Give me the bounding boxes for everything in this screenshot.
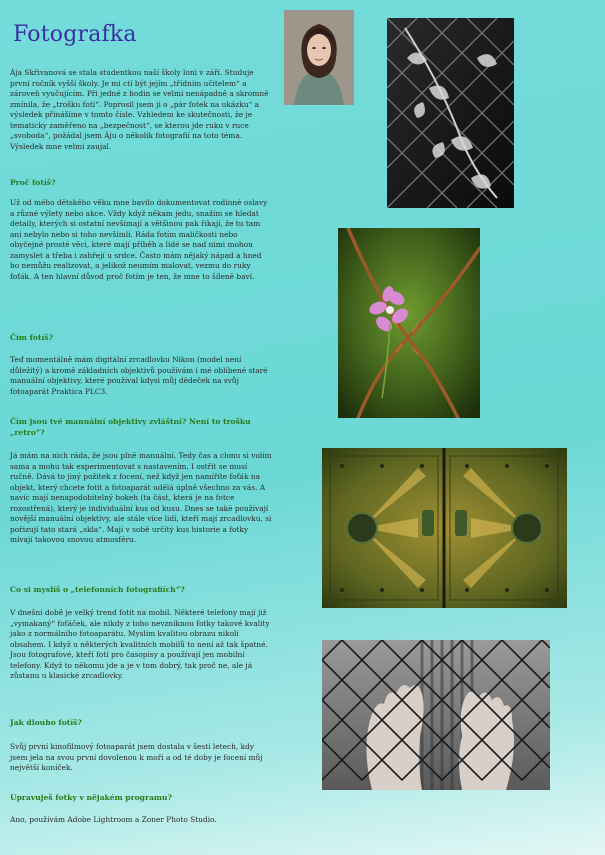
section-heading-why: Proč fotíš? bbox=[10, 178, 56, 187]
page-title: Fotografka bbox=[13, 22, 137, 47]
section-text-camera: Teď momentálně mám digitální zrcadlovku Nikon (model není důležitý) a kromě základních objektivů používám i mé oblíbené staré manuální objektivy, které používal kdysi můj dědeček na svůj fotoaparát Praktica PLC3. bbox=[10, 355, 268, 396]
section-heading-software: Upravuješ fotky v nějakém programu? bbox=[10, 793, 172, 802]
section-text-why: Už od mého dětského věku mne bavilo dokumentovat rodinné oslavy a různé výlety nebo akce. Vždy když někam jedu, snažím se hledat detaily, kterých si ostatní nevšímají a většinou pak říkají, že tu tam ani nebylo nebo si toho nevšimli. Ráda fotím maličkosti nebo obyčejné prosté věci, které mají příběh a lidé se nad nimi mohou zamyslet a třeba i zahřejí u srdce. Často mám nějaký nápad a hned ho nemůžu realizovat, a jelikož neumím malovat, vezmu do ruky foťák. A ten hlavní důvod proč fotím je ten, že mne to šíleně baví. bbox=[10, 198, 268, 281]
portrait-photo bbox=[284, 10, 354, 105]
old-gate-photo bbox=[322, 448, 567, 608]
hands-on-fence-photo bbox=[322, 640, 550, 790]
section-heading-phones: Co si myslíš o „telefonních fotografiích“? bbox=[10, 585, 185, 594]
intro-paragraph: Ája Skřivanová se stala studentkou naší školy loni v září. Studuje první ročník vyšší školy. Je mi ctí být jejím „třídním učitelem“ a zároveň vyučujícím. Při jedné z hodin se velmi nenápadně a skromně zmínila, že „trošku fotí“. Poprosil jsem ji o „pár fotek na ukázku“ a výsledek přinášíme v tomto čísle. Vzhledem ke skutečnosti, že je tematicky zaměřeno na „bezpečnost“, se kterou jde ruku v ruce „svoboda“, požádal jsem Áju o několik fotografií na toto téma. Výsledek mne velmi zaujal. bbox=[10, 68, 269, 151]
section-heading-camera: Čím fotíš? bbox=[10, 333, 54, 342]
section-heading-lenses: Čím jsou tvé manuální objektivy zvláštní? Není to trošku „retro“? bbox=[10, 417, 251, 437]
flower-on-wire-photo bbox=[338, 228, 480, 418]
section-text-how-long: Svůj první kinofilmový fotoaparát jsem dostala v šesti letech, kdy jsem jela na svou první dovolenou k moři a od té doby je focení můj největší koníček. bbox=[10, 742, 263, 772]
section-text-phones: V dnešní době je velký trend fotit na mobil. Některé telefony mají již „vymakaný“ foťáček, ale nikdy z toho nevzniknou fotky takové kvality jako z normálního fotoaparátu. Myslím kvalitou obrazu nikoli obsahem. I když u některých kvalitních mobilů to není až tak špatné. Jsou fotografové, kteří fotí pro časopisy a používají jen mobilní telefony. Když to někomu jde a je v tom dobrý, tak proč ne, ale já zůstanu u klasické zrcadlovky. bbox=[10, 608, 270, 680]
vine-on-fence-photo bbox=[387, 18, 514, 208]
section-heading-how-long: Jak dlouho fotíš? bbox=[10, 718, 82, 727]
section-text-lenses: Já mám na nich ráda, že jsou plně manuální. Tedy čas a clonu si volím sama a mohu tak experimentovat s nastavením. I ostřit se musí ručně. Dává to jiný požitek z focení, než když jen namíříte foťák na objekt, který chcete fotit a fotoaparát udělá úplně všechno za vás. A navíc mají nenapodobitelný bokeh (ta část, která je na fotce rozostřená), který je individuální kus od kusu. Dnes se také používají novější manuální objektivy, ale stále více lidí, kteří mají zrcadlovku, si pořizují tato stará „skla“. Mají v sobě určitý kus historie a fotky mívají takovou snovou atmosféru. bbox=[10, 451, 272, 544]
section-text-software: Ano, používám Adobe Lightroom a Zoner Photo Studio. bbox=[10, 815, 217, 824]
